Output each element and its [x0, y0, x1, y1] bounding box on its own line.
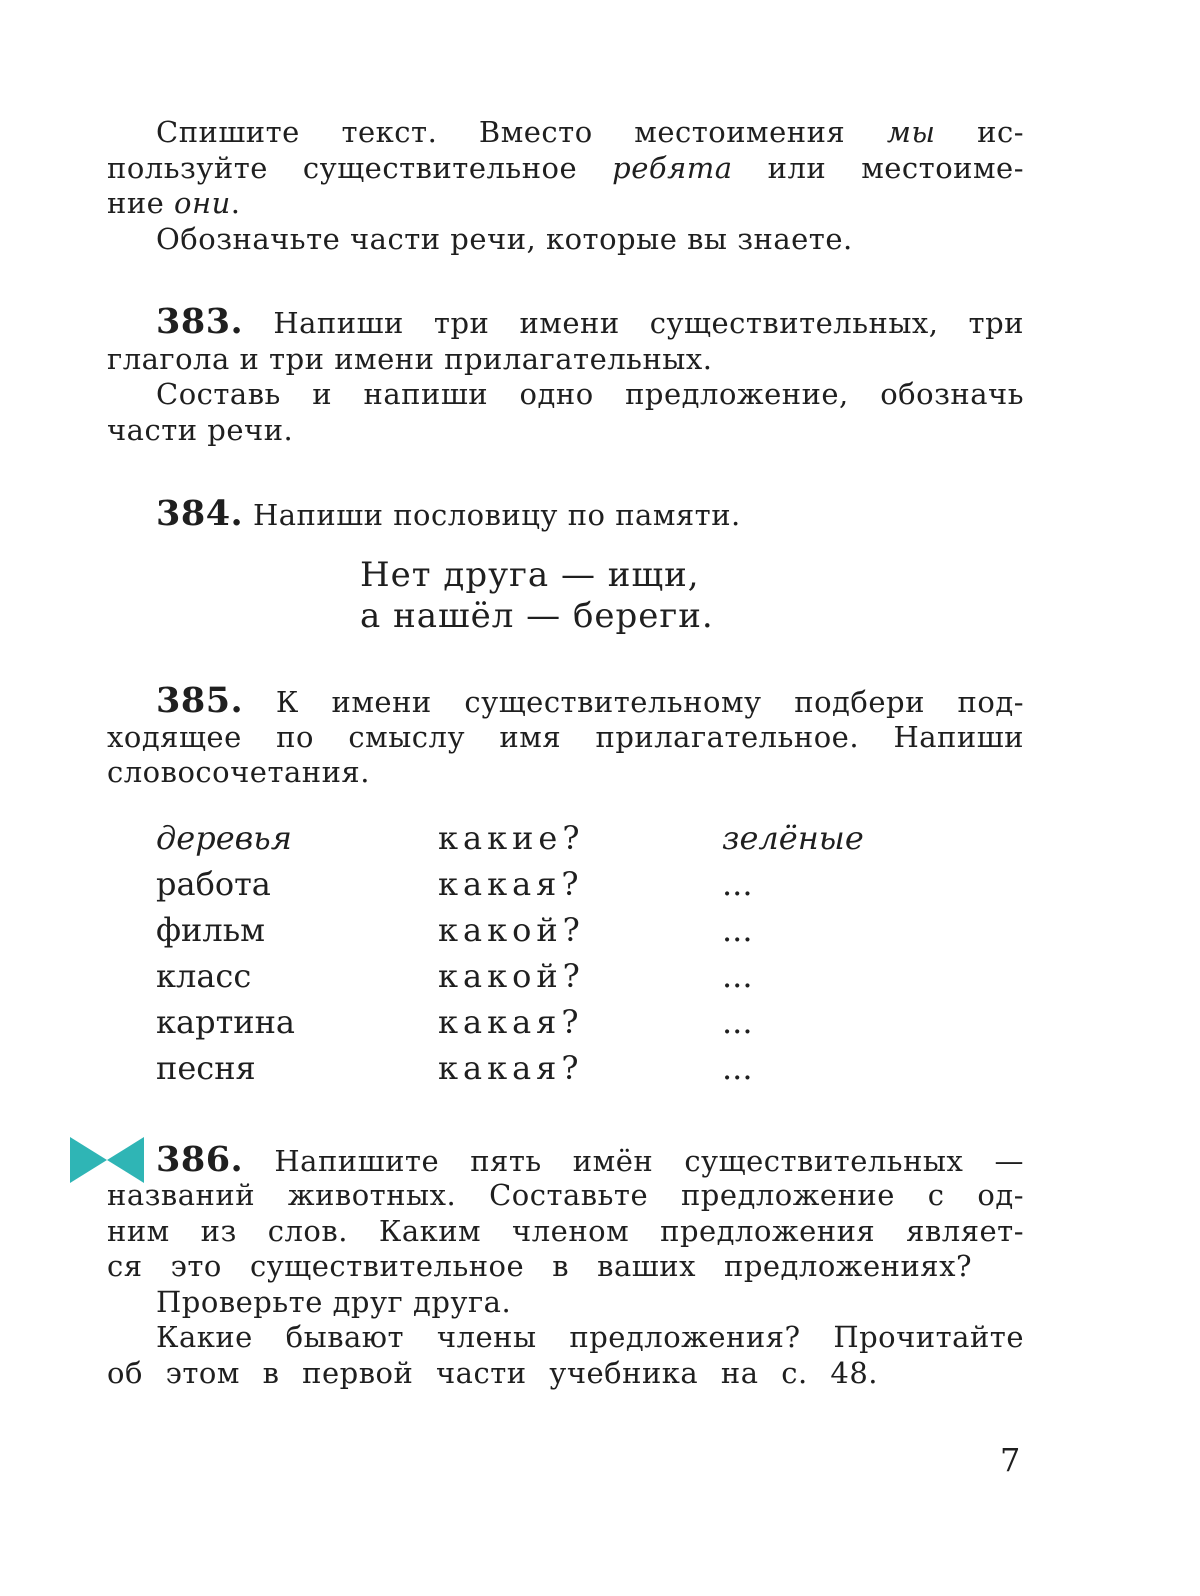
exercise-386-line-3: ним из слов. Каким членом предложения являет-: [107, 1214, 1024, 1248]
table-row-2-noun: работа: [156, 865, 271, 903]
exercise-383-line-4: части речи.: [107, 413, 294, 447]
exercise-383-number: 383.: [156, 301, 244, 342]
table-row-1-question: какие?: [438, 819, 585, 857]
intro-line-1: Спишите текст. Вместо местоимения мы ис-: [156, 115, 1024, 149]
exercise-386-number: 386.: [156, 1139, 244, 1180]
proverb-line-2: а нашёл — береги.: [360, 596, 714, 636]
proverb-line-1: Нет друга — ищи,: [360, 555, 700, 595]
table-row-3-question: какой?: [438, 911, 585, 949]
table-row-5-answer: ...: [722, 1003, 753, 1041]
table-row-3-answer: ...: [722, 911, 753, 949]
table-row-2-question: какая?: [438, 865, 584, 903]
table-row-5-question: какая?: [438, 1003, 584, 1041]
page-number: 7: [1000, 1441, 1021, 1479]
intro-line-2: пользуйте существительное ребята или местоиме-: [107, 151, 1025, 185]
exercise-385-number: 385.: [156, 680, 244, 721]
exercise-385-line-1: 385. К имени существительному подбери под-: [156, 680, 1025, 721]
exercise-385-line-3: словосочетания.: [107, 755, 370, 789]
exercise-386-line-1: 386. Напишите пять имён существительных —: [156, 1139, 1024, 1180]
table-row-3-noun: фильм: [156, 911, 266, 949]
table-row-1-answer: зелёные: [722, 819, 864, 857]
table-row-4-answer: ...: [722, 957, 753, 995]
table-row-4-question: какой?: [438, 957, 585, 995]
table-row-6-noun: песня: [156, 1049, 256, 1087]
exercise-386-line-6: Какие бывают члены предложения? Прочитайте: [156, 1320, 1024, 1354]
exercise-386-line-2: названий животных. Составьте предложение с од-: [107, 1178, 1024, 1212]
exercise-384-line-1: 384. Напиши пословицу по памяти.: [156, 493, 741, 534]
exercise-386-line-5: Проверьте друг друга.: [156, 1285, 512, 1319]
table-row-5-noun: картина: [156, 1003, 295, 1041]
table-row-1-noun: деревья: [156, 819, 292, 857]
intro-line-3: ние они.: [107, 186, 241, 220]
exercise-386-line-4: ся это существительное в ваших предложениях?: [107, 1249, 972, 1283]
exercise-383-line-2: глагола и три имени прилагательных.: [107, 342, 713, 376]
table-row-6-question: какая?: [438, 1049, 584, 1087]
exercise-385-line-2: ходящее по смыслу имя прилагательное. Напиши: [107, 720, 1024, 754]
exercise-383-line-3: Составь и напиши одно предложение, обозначь: [156, 377, 1024, 411]
table-row-6-answer: ...: [722, 1049, 753, 1087]
table-row-4-noun: класс: [156, 957, 252, 995]
exercise-383-line-1: 383. Напиши три имени существительных, три: [156, 301, 1024, 342]
exercise-384-number: 384.: [156, 493, 244, 534]
intro-line-4: Обозначьте части речи, которые вы знаете.: [156, 222, 853, 256]
table-row-2-answer: ...: [722, 865, 753, 903]
exercise-386-line-7: об этом в первой части учебника на с. 48.: [107, 1356, 878, 1390]
